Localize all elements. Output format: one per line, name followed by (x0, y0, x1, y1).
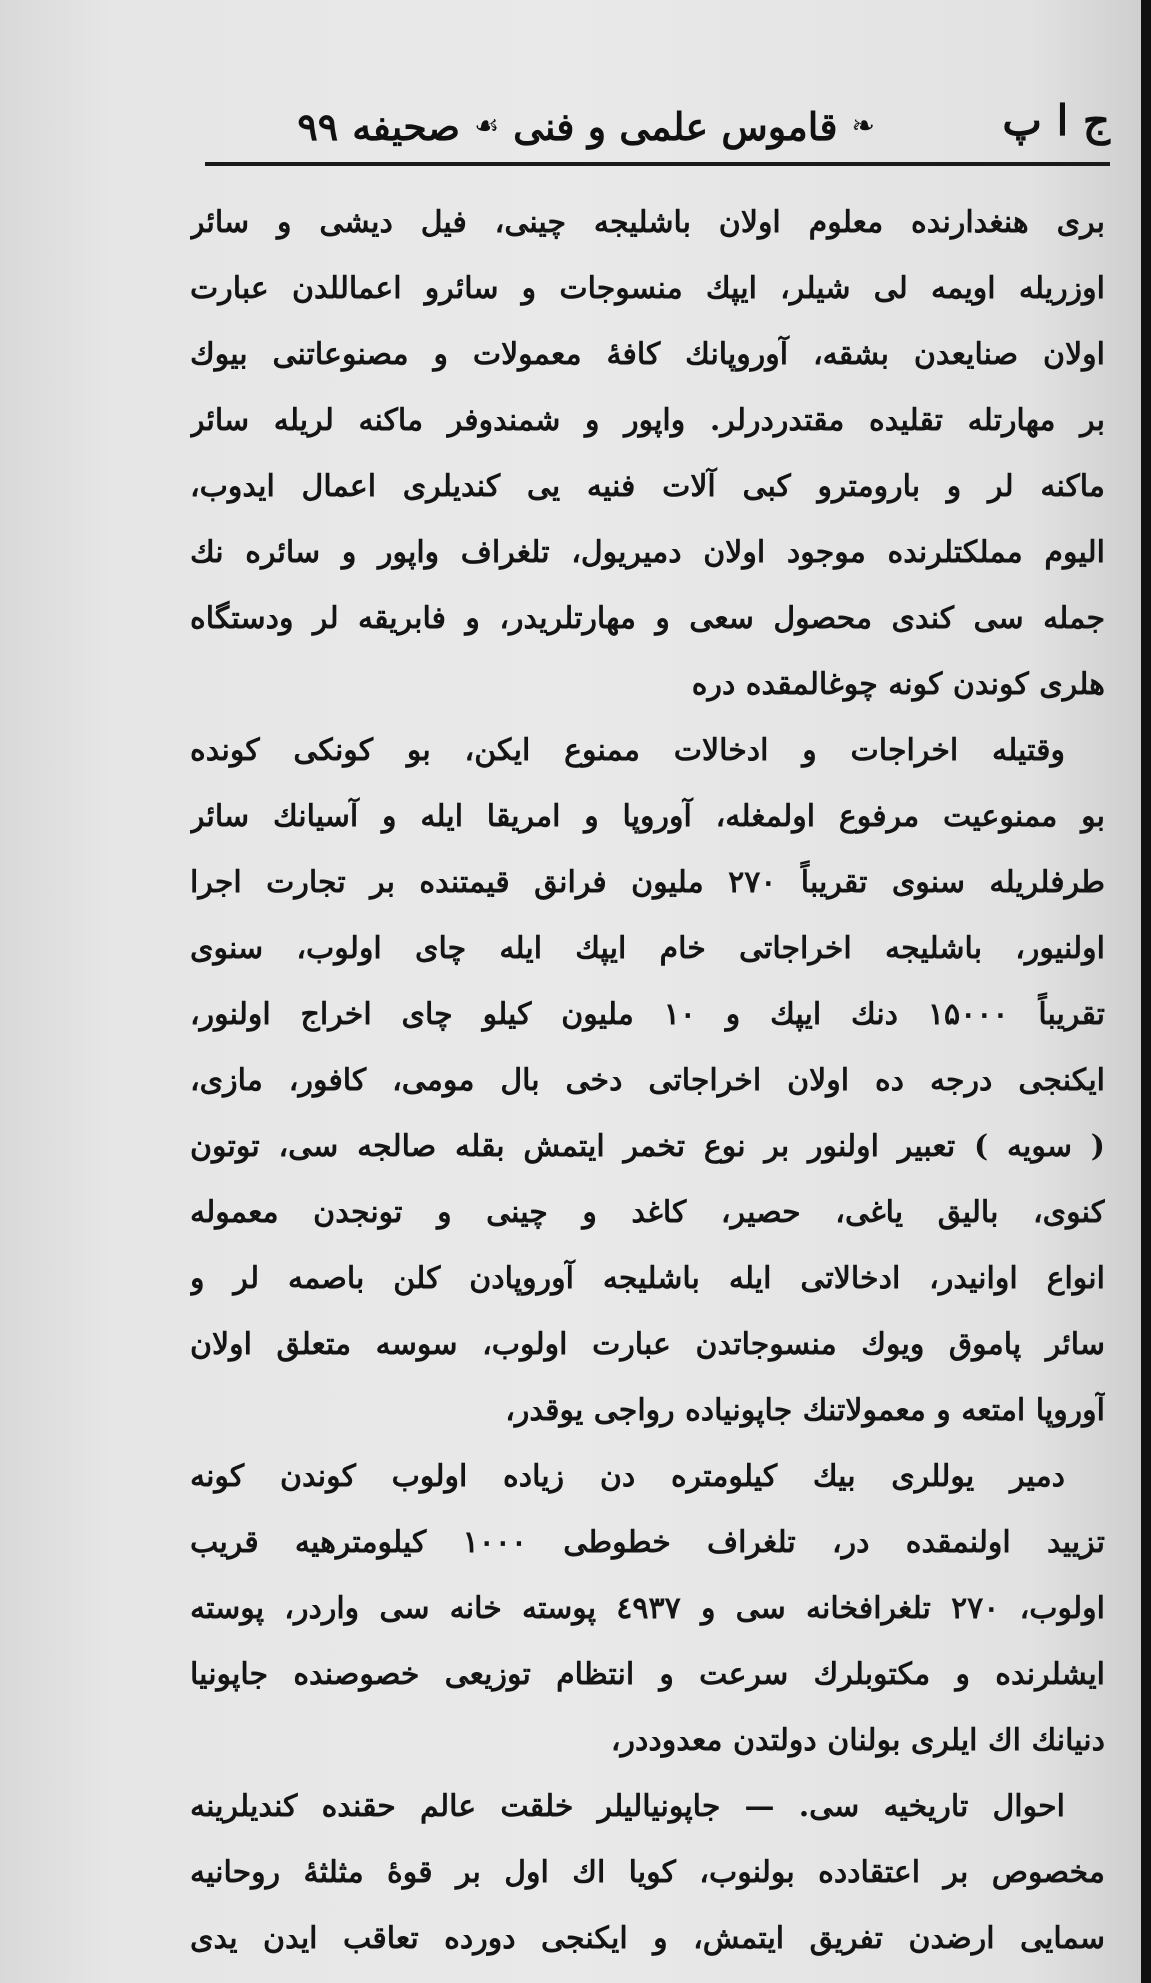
text-line-6: اليوم مملكتلرنده موجود اولان دميريول، تلغراف واپور و سائره نك (190, 535, 1105, 570)
text-line-24: دنيانك اك ايلرى بولنان دولتدن معدوددر، (610, 1723, 1105, 1758)
text-line-26: مخصوص بر اعتقادده بولنوب، كويا اك اول بر قوهٔ مثلثهٔ روحانيه (190, 1855, 1105, 1890)
text-line-16: كنوى، باليق ياغى، حصير، كاغد و چينى و تونجدن معموله (190, 1195, 1105, 1230)
running-title-group (235, 98, 875, 154)
header-rule (205, 162, 1110, 166)
running-title: قاموس علمى و فنى (513, 103, 838, 149)
text-line-3: اولان صنايعدن بشقه، آوروپانك كافهٔ معمولات و مصنوعاتنى بيوك (190, 337, 1105, 372)
text-line-1: برى هنغدارنده معلوم اولان باشليجه چينى، فيل ديشى و سائر (190, 205, 1105, 240)
page-number: ۹۹ (297, 103, 339, 149)
page-edge (1141, 0, 1151, 1983)
text-line-20: دمير يوللرى بيك كيلومتره دن زياده اولوب كوندن كونه (190, 1459, 1065, 1494)
text-line-12: اولنيور، باشليجه اخراجاتى خام ايپك ايله چاى اولوب، سنوى (190, 931, 1105, 966)
text-line-27: سمايى ارضدن تفريق ايتمش، و ايكنجى دورده تعاقب ايدن يدى (190, 1921, 1105, 1956)
text-line-21: تزييد اولنمقده در، تلغراف خطوطى ۱۰۰۰ كيلومترهيه قريب (190, 1525, 1105, 1560)
text-line-23: ايشلرنده و مكتوبلرك سرعت و انتظام توزيعى خصوصنده جاپونيا (190, 1657, 1105, 1692)
text-line-13: تقريباً ۱۵۰۰۰ دنك ايپك و ۱۰ مليون كيلو چاى اخراج اولنور، (190, 997, 1105, 1032)
text-line-9: وقتيله اخراجات و ادخالات ممنوع ايكن، بو كونكى كونده (190, 733, 1065, 768)
text-line-19: آوروپا امتعه و معمولاتنك جاپونياده رواجى يوقدر، (505, 1393, 1105, 1428)
text-line-8: هلرى كوندن كونه چوغالمقده دره (691, 667, 1105, 702)
text-line-2: اوزريله اويمه لى شيلر، ايپك منسوجات و سائرو اعماللدن عبارت (190, 271, 1105, 306)
section-letters: ج ا پ (1002, 96, 1110, 145)
text-line-25: احوال تاريخيه سى. — جاپونياليلر خلقت عالم حقنده كنديلرينه (190, 1789, 1065, 1824)
text-line-10: بو ممنوعيت مرفوع اولمغله، آوروپا و امريقا ايله و آسيانك سائر (190, 799, 1105, 834)
text-line-17: انواع اوانيدر، ادخالاتى ايله باشليجه آوروپادن كلن باصمه لر و (190, 1261, 1105, 1296)
body-text (190, 190, 1105, 1972)
text-line-7: جمله سى كندى محصول سعى و مهارتلريدر، و فابريقه لر ودستگاه (190, 601, 1105, 636)
text-line-18: سائر پاموق ويوك منسوجاتدن عبارت اولوب، سوسه متعلق اولان (190, 1327, 1105, 1362)
text-line-4: بر مهارتله تقليده مقتدردرلر. واپور و شمندوفر ماكنه لريله سائر (190, 403, 1105, 438)
text-line-15: ( سويه ) تعبير اولنور بر نوع تخمر ايتمش بقله صالجه سى، توتون (190, 1129, 1105, 1164)
page-label: صحيفه (352, 103, 461, 149)
text-line-14: ايكنجى درجه ده اولان اخراجاتى دخى بال مومى، كافور، مازى، (190, 1063, 1105, 1098)
page-header (205, 92, 1110, 162)
text-line-22: اولوب، ۲۷۰ تلغرافخانه سى و ٤۹۳۷ پوسته خانه سى واردر، پوسته (190, 1591, 1105, 1626)
text-line-11: طرفلريله سنوى تقريباً ۲۷۰ مليون فرانق قيمتنده بر تجارت اجرا (190, 865, 1105, 900)
ornament-right-icon: ❧ (851, 109, 875, 142)
ornament-left-icon: ☙ (474, 109, 500, 142)
text-line-5: ماكنه لر و بارومترو كبى آلات فنيه يى كنديلرى اعمال ايدوب، (190, 469, 1105, 504)
